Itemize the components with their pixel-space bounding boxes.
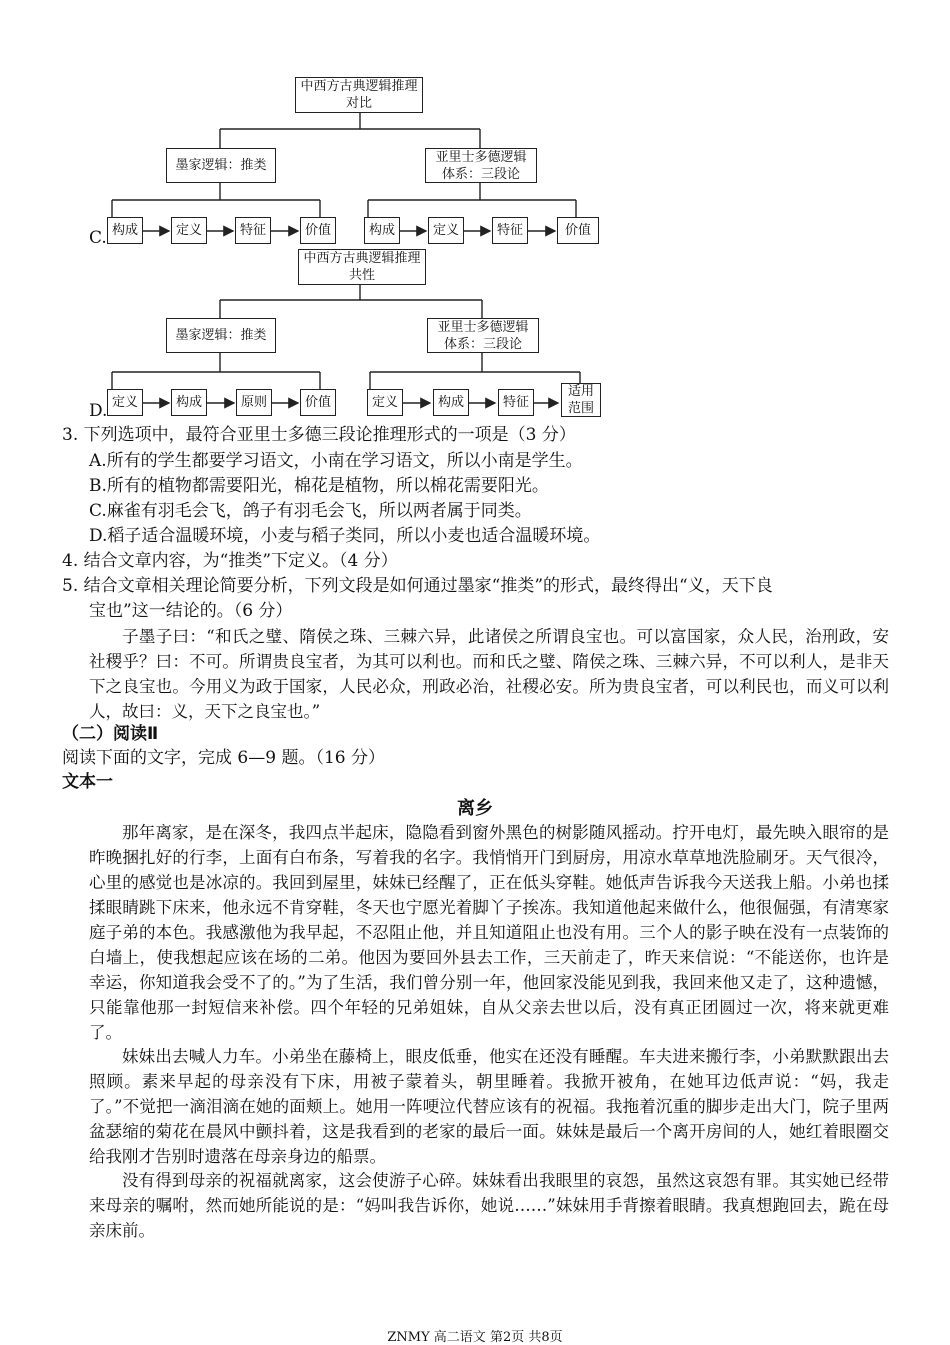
diagram-d-right-leaf: 定义 xyxy=(367,389,403,416)
question-3-stem: 3. 下列选项中，最符合亚里士多德三段论推理形式的一项是（3 分） xyxy=(62,425,576,445)
section-heading: （二）阅读Ⅱ xyxy=(62,724,159,744)
section-instruction: 阅读下面的文字，完成 6—9 题。（16 分） xyxy=(62,748,385,768)
question-3-option-b: B.所有的植物都需要阳光，棉花是植物，所以棉花需要阳光。 xyxy=(89,476,549,496)
diagram-c-label: C. xyxy=(89,228,107,248)
diagram-c-right-leaf: 价值 xyxy=(557,217,599,244)
diagram-d-right-leaf: 适用范围 xyxy=(561,383,601,417)
question-5-line1: 5. 结合文章相关理论简要分析，下列文段是如何通过墨家“推类”的形式，最终得出“义，天下良 xyxy=(62,576,773,596)
diagram-c-left-leaf: 构成 xyxy=(107,217,143,244)
question-3-option-d: D.稻子适合温暖环境，小麦与稻子类同，所以小麦也适合温暖环境。 xyxy=(89,526,601,546)
diagram-c-root: 中西方古典逻辑推理对比 xyxy=(295,77,423,113)
diagram-d-root: 中西方古典逻辑推理共性 xyxy=(298,249,426,285)
question-3-option-c: C.麻雀有羽毛会飞，鸽子有羽毛会飞，所以两者属于同类。 xyxy=(89,501,532,521)
diagram-d-right-leaf: 特征 xyxy=(498,389,534,416)
diagram-c-left-leaf: 特征 xyxy=(235,217,271,244)
question-3-option-a: A.所有的学生都要学习语文，小南在学习语文，所以小南是学生。 xyxy=(89,451,583,471)
diagram-connectors xyxy=(0,0,950,430)
diagram-c-left-leaf: 价值 xyxy=(300,217,336,244)
diagram-c-right-leaf: 构成 xyxy=(364,217,400,244)
diagram-d-label: D. xyxy=(89,401,108,421)
diagram-d-right-leaf: 构成 xyxy=(433,389,469,416)
diagram-c-left-node: 墨家逻辑：推类 xyxy=(166,148,276,183)
question-5-line2: 宝也”这一结论的。（6 分） xyxy=(89,601,293,621)
diagram-c-right-leaf: 特征 xyxy=(492,217,528,244)
page-footer: ZNMY 高二语文 第2页 共8页 xyxy=(387,1330,563,1345)
diagram-d-left-leaf: 定义 xyxy=(107,389,143,416)
passage-title: 离乡 xyxy=(457,798,493,819)
diagram-c-right-node: 亚里士多德逻辑体系：三段论 xyxy=(425,148,537,183)
diagram-d-left-leaf: 价值 xyxy=(300,389,336,416)
diagram-d-left-leaf: 构成 xyxy=(171,389,207,416)
diagram-c-right-leaf: 定义 xyxy=(428,217,464,244)
text-label: 文本一 xyxy=(62,772,113,792)
question-4: 4. 结合文章内容，为“推类”下定义。（4 分） xyxy=(62,551,398,571)
passage-paragraph: 那年离家，是在深冬，我四点半起床，隐隐看到窗外黑色的树影随风摇动。拧开电灯，最先映入眼帘的是昨晚捆扎好的行李，上面有白布条，写着我的名字。我悄悄开门到厨房，用凉水草草地洗脸刷牙。天气很冷，心里的感觉也是冰凉的。我回到屋里，妹妹已经醒了，正在低头穿鞋。她低声告诉我今天送我上船。小弟也揉揉眼睛跳下床来，他永远不肯穿鞋，冬天也宁愿光着脚丫子挨冻。我知道他起来做什么，他很倔强，有清寒家庭子弟的本色。我感激他为我早起，不忍阻止他，并且知道阻止也没有用。三个人的影子映在没有一点装饰的白墙上，使我想起应该在场的二弟。他因为要回外县去工作，三天前走了，昨天来信说：“不能送你，也许是幸运，你知道我会受不了的。”为了生活，我们曾分别一年，他回家没能见到我，我回来他又走了，这种遗憾，只能靠他那一封短信来补偿。四个年轻的兄弟姐妹，自从父亲去世以后，没有真正团圆过一次，将来就更难了。 xyxy=(89,823,889,1042)
question-5-quote: 子墨子曰：“和氏之璧、隋侯之珠、三棘六异，此诸侯之所谓良宝也。可以富国家，众人民，治刑政，安社稷乎？曰：不可。所谓贵良宝者，为其可以利也。而和氏之璧、隋侯之珠、三棘六异，不可以利人，是非天下之良宝也。今用义为政于国家，人民必众，刑政必治，社稷必安。所为贵良宝者，可以利民也，而义可以利人，故曰：义，天下之良宝也。” xyxy=(89,627,889,721)
diagram-c-left-leaf: 定义 xyxy=(171,217,207,244)
diagram-d-left-node: 墨家逻辑：推类 xyxy=(166,318,276,353)
diagram-d-left-leaf: 原则 xyxy=(236,389,272,416)
passage-paragraph: 没有得到母亲的祝福就离家，这会使游子心碎。妹妹看出我眼里的哀怨，虽然这哀怨有罪。其实她已经带来母亲的嘱咐，然而她所能说的是：“妈叫我告诉你，她说……”妹妹用手背擦着眼睛。我真想跑回去，跪在母亲床前。 xyxy=(89,1171,889,1240)
diagram-d-right-node: 亚里士多德逻辑体系：三段论 xyxy=(427,318,539,353)
passage-paragraph: 妹妹出去喊人力车。小弟坐在藤椅上，眼皮低垂，他实在还没有睡醒。车夫进来搬行李，小弟默默跟出去照顾。素来早起的母亲没有下床，用被子蒙着头，朝里睡着。我掀开被角，在她耳边低声说：“妈，我走了。”不觉把一滴泪滴在她的面颊上。她用一阵哽泣代替应该有的祝福。我拖着沉重的脚步走出大门，院子里两盆瑟缩的菊花在晨风中颤抖着，这是我看到的老家的最后一面。妹妹是最后一个离开房间的人，她红着眼圈交给我刚才告别时遗落在母亲身边的船票。 xyxy=(89,1047,889,1166)
